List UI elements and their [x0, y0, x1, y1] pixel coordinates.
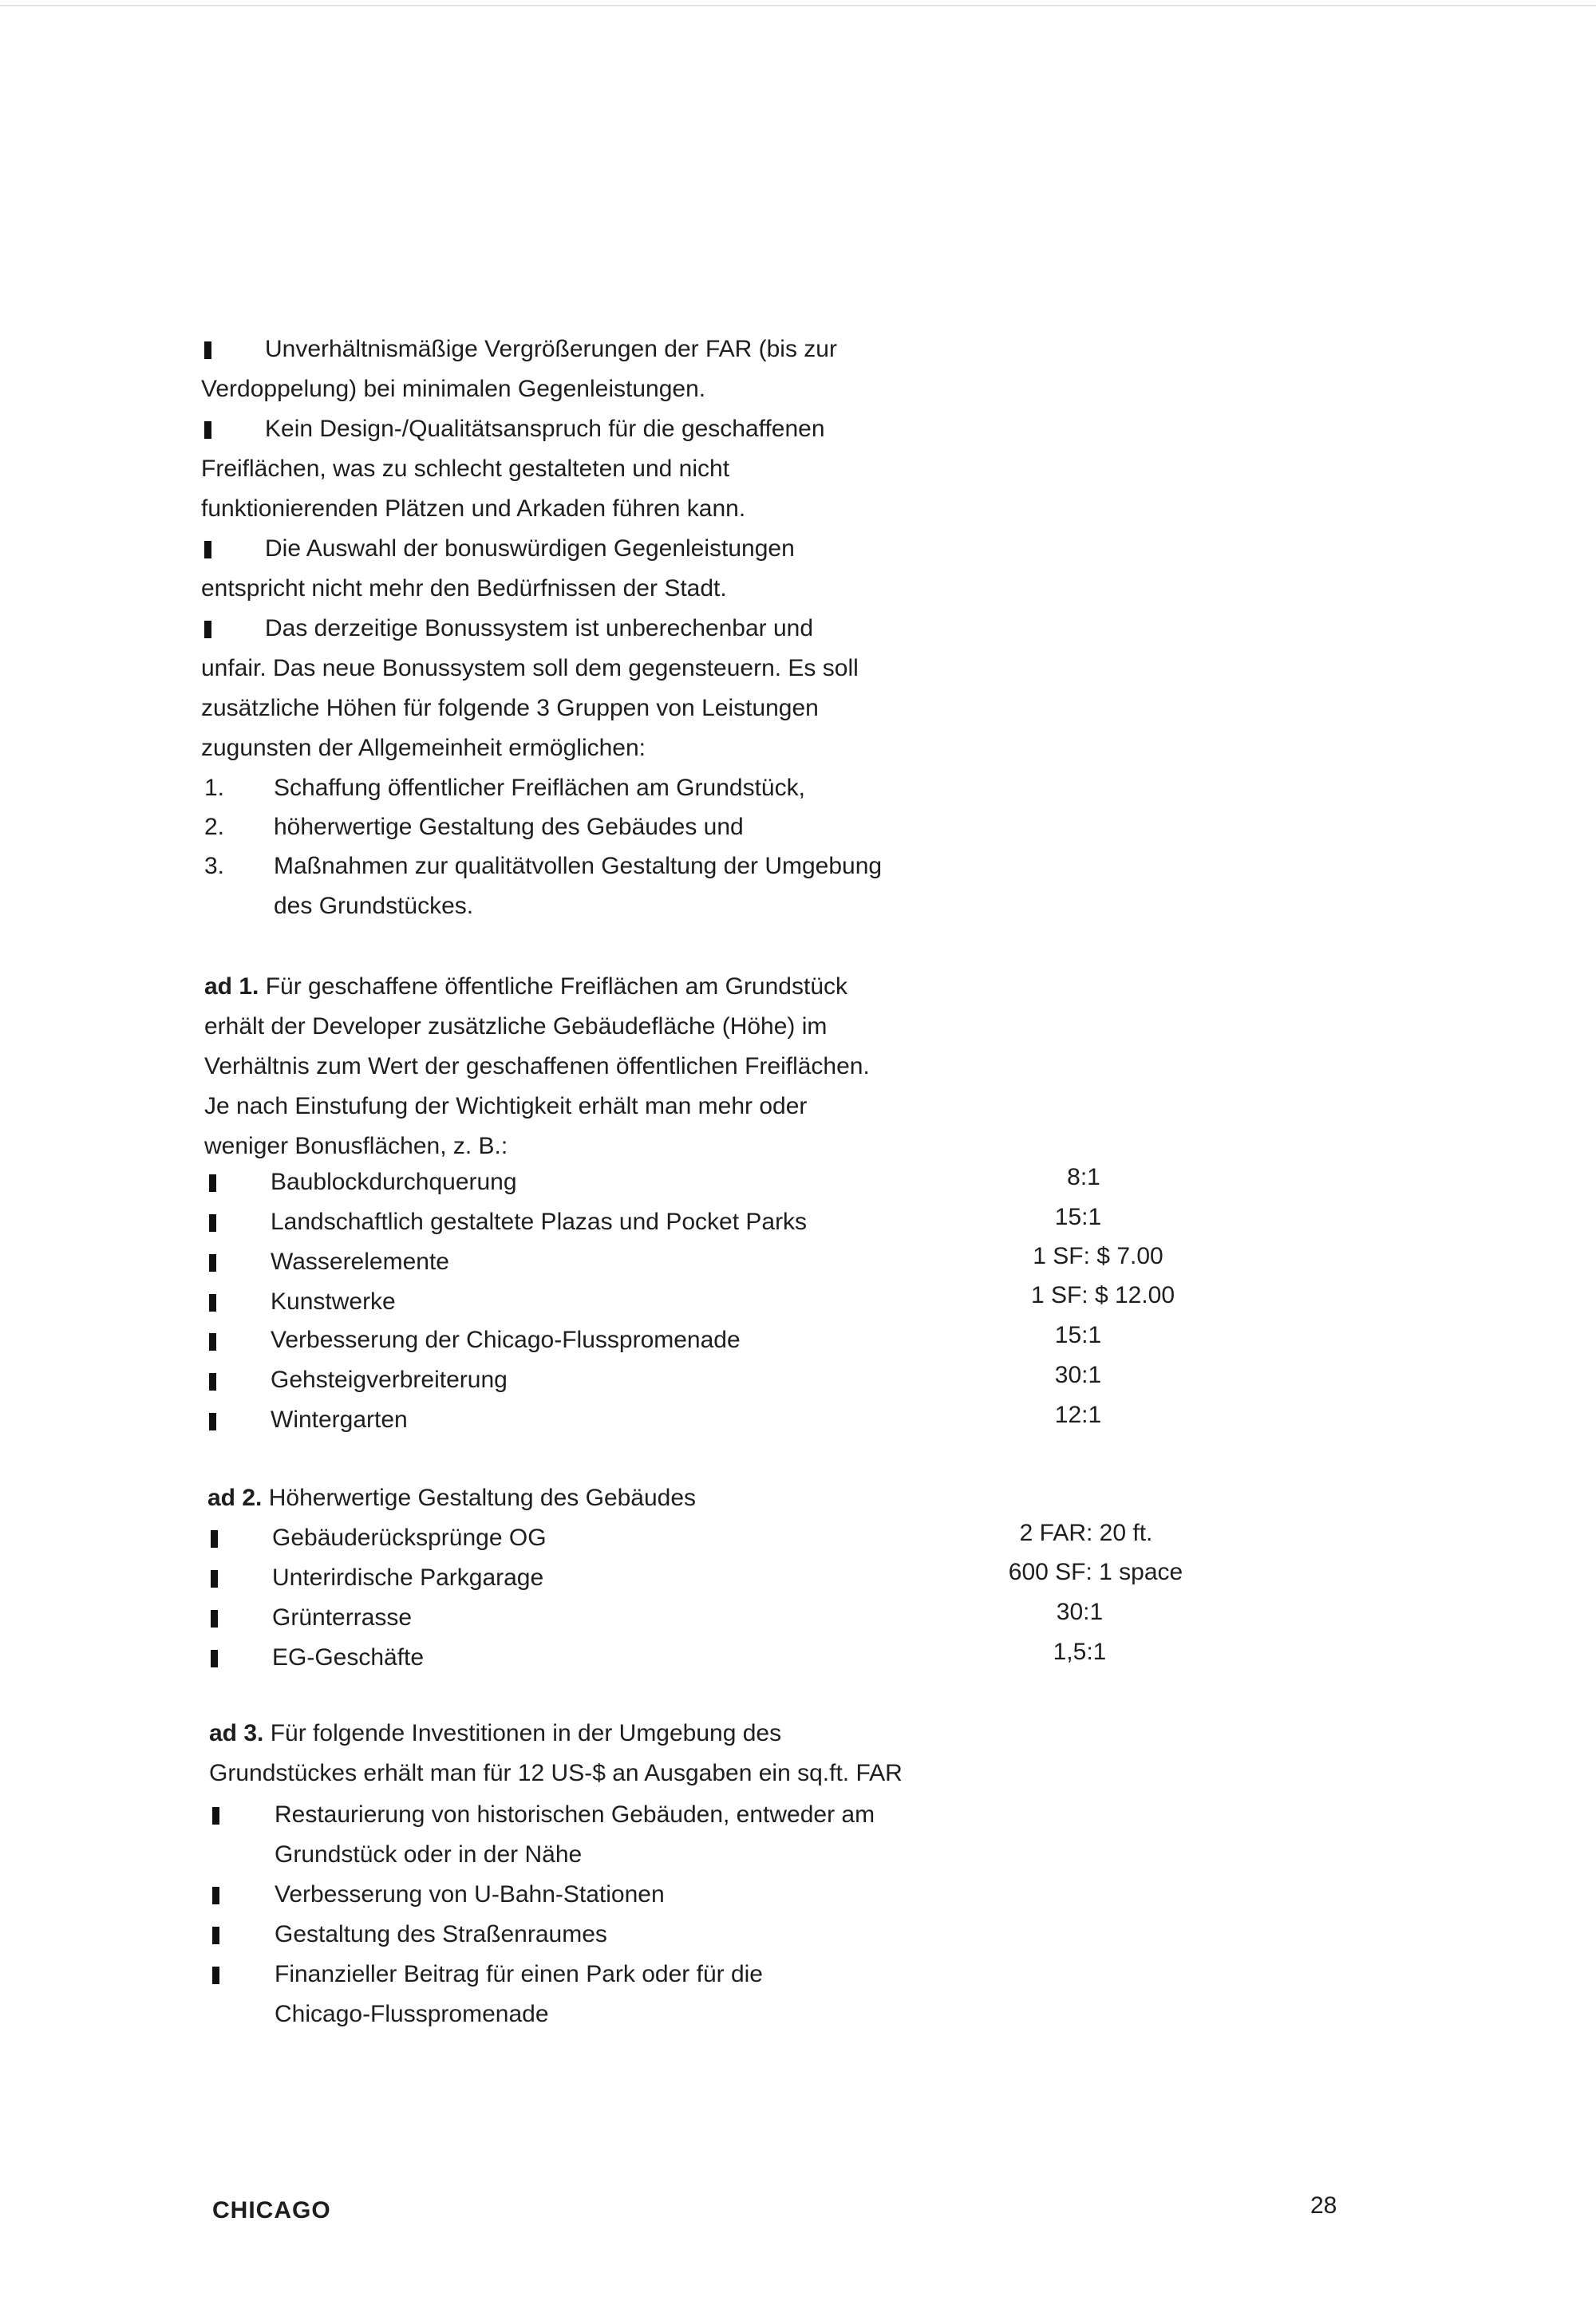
bonus-item-label: Wintergarten: [271, 1407, 408, 1433]
ad1-text: weniger Bonusflächen, z. B.:: [204, 1133, 508, 1159]
bonus-item-label: Grünterrasse: [272, 1604, 413, 1631]
ad1-text: Für geschaffene öffentliche Freiflächen am Grundstück: [265, 973, 848, 1000]
bullet-icon: [211, 1610, 218, 1628]
bullet-icon: [209, 1174, 216, 1192]
bonus-item-label: Gebäuderücksprünge OG: [272, 1525, 547, 1551]
list-number: 2.: [204, 814, 225, 840]
list-item: Maßnahmen zur qualitätvollen Gestaltung der Umgebung: [274, 853, 883, 879]
bonus-item-value: 30:1: [1056, 1599, 1104, 1625]
bullet-icon: [209, 1333, 216, 1351]
ad3-text: Grundstückes erhält man für 12 US-$ an Ausgaben ein sq.ft. FAR: [209, 1760, 903, 1786]
bonus-item-value: 15:1: [1054, 1322, 1102, 1348]
investment-item: Grundstück oder in der Nähe: [275, 1841, 583, 1868]
page-number: 28: [1310, 2192, 1337, 2219]
scan-edge-line: [0, 5, 1596, 6]
intro-text: Die Auswahl der bonuswürdigen Gegenleistungen: [265, 535, 795, 562]
bullet-icon: [209, 1254, 216, 1272]
intro-text: unfair. Das neue Bonussystem soll dem gegensteuern. Es soll: [201, 655, 859, 681]
bonus-item-label: Verbesserung der Chicago-Flusspromenade: [271, 1327, 741, 1353]
intro-text: Verdoppelung) bei minimalen Gegenleistungen.: [201, 376, 706, 402]
bullet-icon: [211, 1530, 218, 1548]
ad3-paragraph: [209, 1714, 781, 1754]
investment-item: Restaurierung von historischen Gebäuden, entweder am: [275, 1801, 875, 1828]
investment-item: Gestaltung des Straßenraumes: [275, 1921, 607, 1947]
investment-item: Verbesserung von U-Bahn-Stationen: [275, 1881, 665, 1908]
bullet-icon: [204, 421, 211, 439]
intro-text: Unverhältnismäßige Vergrößerungen der FAR (bis zur: [265, 336, 837, 362]
bonus-item-value: 1 SF: $ 7.00: [1033, 1243, 1163, 1269]
ad2-label: ad 2.: [207, 1485, 263, 1511]
intro-text: Kein Design-/Qualitätsanspruch für die geschaffenen: [265, 416, 825, 442]
investment-item: Finanzieller Beitrag für einen Park oder für die: [275, 1961, 763, 1987]
intro-text: zusätzliche Höhen für folgende 3 Gruppen von Leistungen: [201, 695, 819, 721]
intro-text: funktionierenden Plätzen und Arkaden führen kann.: [201, 495, 746, 522]
list-number: 1.: [204, 775, 225, 801]
ad2-heading: Höherwertige Gestaltung des Gebäudes: [268, 1485, 697, 1511]
bonus-item-label: Baublockdurchquerung: [271, 1169, 517, 1195]
bullet-icon: [209, 1413, 216, 1430]
bullet-icon: [212, 1887, 219, 1904]
bonus-item-value: 2 FAR: 20 ft.: [1019, 1520, 1153, 1546]
ad3-label: ad 3.: [209, 1720, 264, 1746]
bonus-item-label: Kunstwerke: [271, 1288, 396, 1315]
list-item: höherwertige Gestaltung des Gebäudes und: [274, 814, 744, 840]
intro-text: Das derzeitige Bonussystem ist unberechenbar und: [265, 615, 814, 641]
bonus-item-label: EG-Geschäfte: [272, 1644, 425, 1671]
bullet-icon: [212, 1967, 219, 1984]
bonus-item-label: Wasserelemente: [271, 1249, 449, 1275]
bonus-item-value: 12:1: [1054, 1402, 1102, 1428]
intro-text: entspricht nicht mehr den Bedürfnissen der Stadt.: [201, 575, 727, 602]
bullet-icon: [212, 1807, 219, 1825]
bonus-item-value: 1 SF: $ 12.00: [1030, 1282, 1175, 1308]
bonus-item-label: Gehsteigverbreiterung: [271, 1367, 508, 1393]
ad3-text: Für folgende Investitionen in der Umgebung des: [270, 1720, 782, 1746]
bullet-icon: [211, 1570, 218, 1588]
intro-text: zugunsten der Allgemeinheit ermöglichen:: [201, 735, 646, 761]
bonus-item-label: Landschaftlich gestaltete Plazas und Pocket Parks: [271, 1209, 808, 1235]
bullet-icon: [211, 1650, 218, 1667]
bonus-item-label: Unterirdische Parkgarage: [272, 1564, 544, 1591]
bonus-item-value: 15:1: [1054, 1204, 1102, 1230]
bullet-icon: [204, 541, 211, 558]
bonus-item-value: 30:1: [1054, 1362, 1102, 1388]
intro-text: Freiflächen, was zu schlecht gestalteten und nicht: [201, 456, 730, 482]
bullet-icon: [209, 1294, 216, 1312]
ad1-label: ad 1.: [204, 973, 259, 1000]
bullet-icon: [204, 621, 211, 638]
ad1-text: erhält der Developer zusätzliche Gebäudefläche (Höhe) im: [204, 1013, 828, 1040]
bonus-item-value: 8:1: [1067, 1164, 1100, 1190]
list-item: Schaffung öffentlicher Freiflächen am Grundstück,: [274, 775, 805, 801]
bonus-item-value: 600 SF: 1 space: [1008, 1559, 1183, 1585]
bullet-icon: [209, 1373, 216, 1391]
bullet-icon: [209, 1214, 216, 1232]
investment-item: Chicago-Flusspromenade: [275, 2001, 549, 2027]
list-number: 3.: [204, 853, 225, 879]
ad2-paragraph: [207, 1478, 696, 1518]
ad1-text: Verhältnis zum Wert der geschaffenen öffentlichen Freiflächen.: [204, 1053, 870, 1079]
list-item: des Grundstückes.: [274, 893, 474, 919]
bullet-icon: [204, 341, 211, 359]
footer-title: CHICAGO: [212, 2197, 331, 2223]
bullet-icon: [212, 1927, 219, 1944]
ad1-text: Je nach Einstufung der Wichtigkeit erhält man mehr oder: [204, 1093, 808, 1119]
bonus-item-value: 1,5:1: [1053, 1639, 1107, 1665]
ad1-paragraph: [204, 967, 847, 1007]
